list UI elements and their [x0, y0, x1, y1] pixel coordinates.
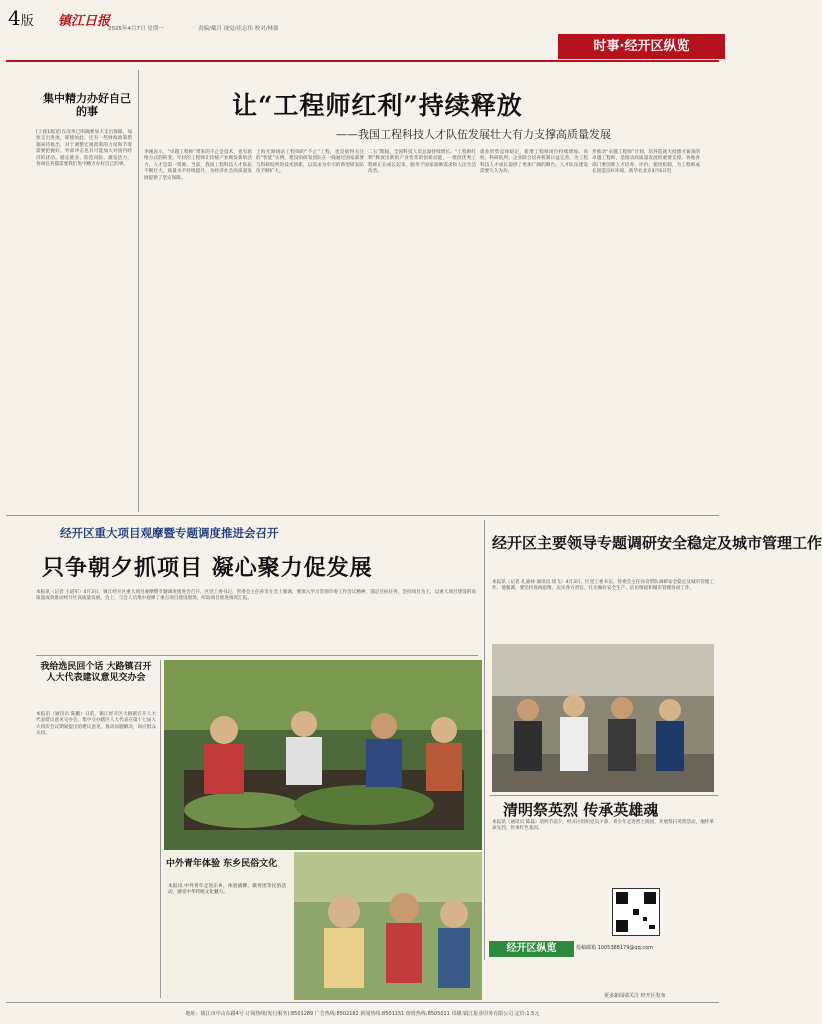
submission-email: 投稿邮箱 1005388179@qq.com	[576, 945, 654, 951]
leaders-photo	[492, 644, 714, 792]
lead-sidebar-heading: 集中精力办好自己的事	[43, 92, 131, 118]
youth-photo-body: 本报讯 中外青年走进东乡，体验插柳、做青团等民俗活动，感受中华传统文化魅力。	[168, 884, 286, 896]
lead-column-d: 就业形势总体稳定，新增工程师岗位持续增加。高校、科研院所、企业联合培养机制日益完善，为工程科技人才成长提供了更加广阔的舞台。人才队伍建设需要久久为功。	[480, 150, 588, 175]
lead-column-e: 步推动“卓越工程师”计划，培养造就大批德才兼备的卓越工程师，是推动高质量发展的重要支撑。各地各部门要创新人才培养、评价、使用机制，为工程师成长创造良好环境。新华社北京4月6日电	[592, 150, 700, 175]
lead-column-a: 李刚表示，“卓越工程师”带来的不止是技术，也有思维方式的转变。年轻的工程师让传统产业焕发新的活力。人才是第一资源。当前，我国工程科技人才队伍不断壮大，质量水平持续提升，为经济社会高质量发展提供了坚实保障。	[144, 150, 252, 181]
section-brand-logo: 经开区纵览	[489, 941, 574, 957]
lead-subhead: ——我国工程科技人才队伍发展壮大有力支撑高质量发展	[336, 128, 611, 141]
youth-culture-photo	[164, 660, 482, 850]
qingming-headline: 清明祭英烈 传承英雄魂	[503, 801, 659, 819]
issue-date: 2025年4月7日 星期一	[108, 26, 164, 32]
lead-left-column: [上接1版]但在改革已明确要加大支出保障，加快支出进度，即使如此，还有一些财政政策措施尚待推出，对于调整宏观政策的力度和节奏需要把握好。外部冲击也有可能加大对国内经济的扰动。稳定就业、防范风险、激发活力，各项任务都需要我们集中精力办好自己的事。	[36, 130, 132, 168]
youth-photo-title: 中外青年体验 东乡民俗文化	[166, 859, 278, 869]
side-heading: 我给选民回个话 大路镇召开人大代表建议意见交办会	[40, 662, 152, 683]
page-number: 4版	[8, 6, 34, 30]
section-banner: 时事·经开区纵览	[558, 34, 725, 59]
column-divider	[160, 660, 161, 998]
section-divider	[490, 795, 718, 796]
lead-headline: 让“工程师红利”持续释放	[232, 91, 523, 120]
lead-column-c: 二五”期间，全国科技人员总量持续增长。“工程师红利”释放出新的产业变革的创新动能，一批批优秀工程师正在成长起来，服务于国家战略需求和人民生活改善。	[368, 150, 476, 175]
news2-body: 本报讯（记者 王道军）4月3日，镇江经开区重大项目观摩暨专题调度推进会召开。区党工委书记、管委会主任孙奇在会上强调，要深入学习贯彻市委工作会议精神，锚定目标任务，坚持项目为王，以重大项目建设的高质量成效推动经开区高质量发展。会上，与会人员集中观摩了重点项目建设现场，听取项目推进情况汇报。	[36, 590, 476, 602]
leaders-body: 本报讯（记者 孔嘉禄 通讯员 徐飞）4月3日，区党工委书记、管委会主任孙奇带队调研安全稳定及城市管理工作。他强调，要坚持底线思维，压实各方责任，扎实做好安全生产、信访维稳和城市管理各项工作。	[492, 580, 714, 592]
side-body: 本报讯（通讯员 陈鹏）日前，镇江经开区大路镇召开人大代表建议意见交办会，集中交办辖区人大代表在第十七届人大四次会议期间提出的建议意见，推动问题解决，回应群众关切。	[36, 712, 156, 737]
qr-credit: 更多新闻请关注 经开区发布	[604, 993, 666, 999]
section-divider	[36, 655, 478, 656]
footer-rule	[6, 1002, 719, 1003]
news2-kicker: 经开区重大项目观摩暨专题调度推进会召开	[60, 526, 279, 540]
qingming-body: 本报讯（通讯员 陈磊）清明节前夕，经开区组织党员干部、青少年走进烈士陵园，开展祭扫英烈活动，缅怀革命先烈，传承红色基因。	[492, 820, 714, 832]
lead-column-b: 上海光源线站工程师的“不止”工程，也是值得关注的“智能”实例。建设的研发团队在一线通过国家部署与科研院所的技术创新，以需求为牵引的新型研发队伍不断扩大。	[256, 150, 364, 175]
section-divider	[6, 515, 719, 516]
qr-code-icon	[612, 888, 660, 936]
footer-info: 地址：镇江市中山东路4号 订阅热线(发行服务):8501289 广告热线:8502182 新闻热线:8501151 值班热线:8505011 印刷:镇江报业印务有限公司 定价:1.5元	[185, 1011, 540, 1017]
column-divider	[138, 70, 139, 512]
editor-credits: 责编/戴月 视觉/崔志伟 校对/林强	[198, 26, 279, 32]
masthead-rule	[6, 60, 719, 62]
column-divider	[484, 520, 485, 960]
leaders-headline: 经开区主要领导专题调研安全稳定及城市管理工作	[492, 534, 822, 552]
masthead	[0, 0, 725, 66]
news2-headline: 只争朝夕抓项目 凝心聚力促发展	[42, 555, 373, 581]
newspaper-logo: 镇江日报	[58, 14, 111, 29]
